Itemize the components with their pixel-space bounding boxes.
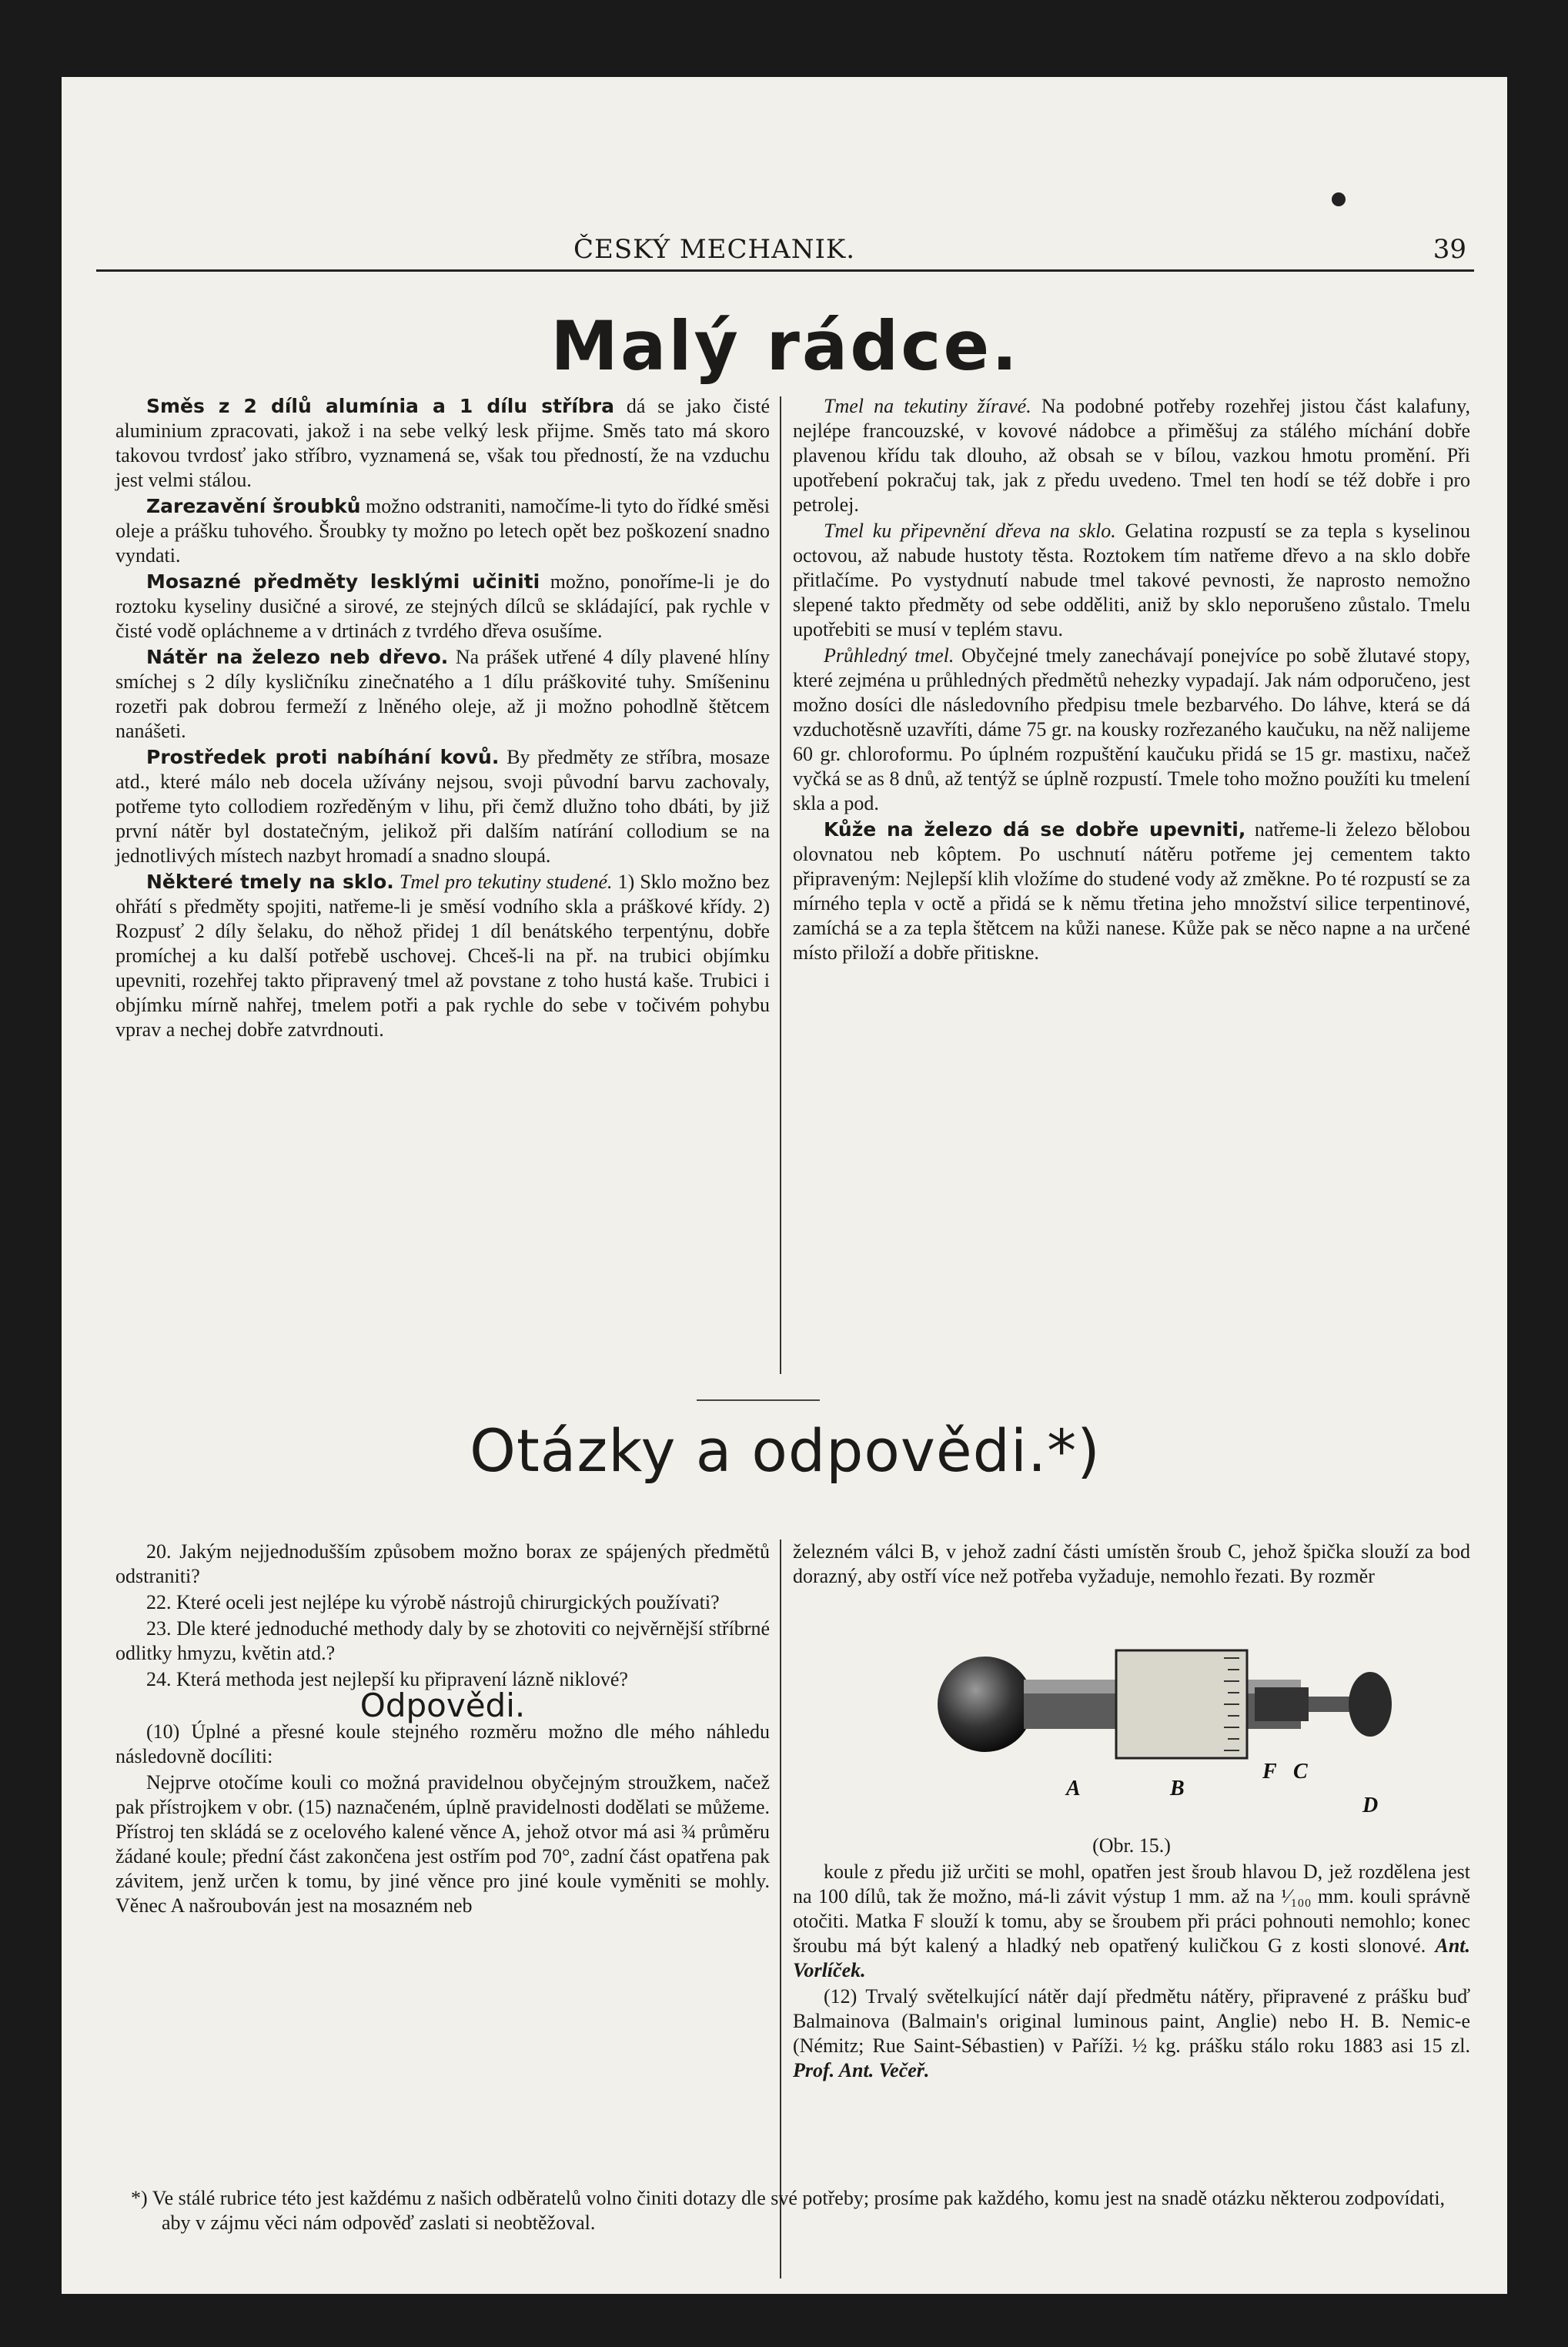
rady-left-paragraph	[115, 394, 770, 493]
rady-left-paragraph	[115, 494, 770, 568]
rady-right-text: natřeme-li železo bělobou olovnatou neb kôptem. Po uschnutí nátěru potřeme jej cementem takto připraveným: Nejlepší klih vložíme do studené vody až změkne. Po té rozpustí se za mírného tepla v octě a přidá se k němu třetina jeho množství silice terpentinové, zamíchá se a za tepla štětcem na kůži nanese. Kůže pak se něco napne a na určené místo přiloží a dobře přitiskne.	[793, 818, 1470, 964]
lock-nut	[1255, 1687, 1309, 1721]
answer-paragraph	[793, 1984, 1470, 2083]
rady-left-text: možno odstraniti, namočíme-li tyto do řídké směsi oleje a prášku tuhového. Šroubky ty možno po letech opět bez poškození snadno vyndati.	[115, 495, 770, 567]
rady-right-heading: Kůže na železo dá se dobře upevniti,	[824, 818, 1246, 841]
fig-label-f: F	[1262, 1760, 1277, 1784]
rady-left-heading: Některé tmely na sklo.	[146, 871, 394, 893]
page	[62, 77, 1507, 2294]
answers-heading: Odpovědi.	[359, 1687, 526, 1724]
rady-right-paragraph	[793, 519, 1470, 642]
fig-label-d: D	[1362, 1794, 1379, 1817]
rady-right-text: Na podobné potřeby rozehřej jistou část kalafuny, nejlépe francouzské, v kovové nádobce a přiměšuj za stálého míchání dobře plavenou křídu tak dlouho, až obsah se v bílou, vazkou hmotu promění. Při upotřebení pokračuj tak, jak z předu uvedeno. Tmel ten hodí se též dobře i pro petrolej.	[793, 395, 1470, 516]
figure-15	[793, 1604, 1470, 1827]
section-separator	[697, 1399, 820, 1401]
rady-left-text: 1) Sklo možno bez ohřátí s předměty spojiti, natřeme-li je směsí vodního skla a práškové křídy. 2) Rozpusť 2 díly šelaku, do něhož přidej 1 díl benátského terpentýnu, dobře promíchej a ku další potřebě uschovej. Chceš-li na př. na trubici objímku upevniti, rozehřej takto připravený tmel až povstane z toho hustá kaše. Trubici i objímku mírně nahřej, tmelem potři a pak rychle do sebe v točivém pohybu vprav a nechej dobře zatvrdnouti.	[115, 871, 771, 1041]
rady-right-text: Obyčejné tmely zanechávají ponejvíce po sobě žlutavé stopy, které zejména u průhledných předmětů nehezky vypadají. Jak nám odporučeno, jest možno dosíci dle následovního předpisu tmele bezbarvého. Do láhve, která se dá vzduchotěsně uzavříti, dáme 75 gr. na kousky rozřezaného kaučuku, na něž nalijeme 60 gr. chloroformu. Po úplném rozpuštění kaučuku přidá se 15 gr. mastixu, načež vyčká se as 8 dnů, až tentýž se úplně rozpustí. Tmele toho možno použíti ku tmelení skla a pod.	[793, 644, 1470, 814]
rady-left-heading: Směs z 2 dílů alumínia a 1 dílu stříbra	[146, 395, 615, 417]
footnote	[115, 2186, 1470, 2235]
fig-label-a: A	[1066, 1777, 1081, 1800]
sphere-workpiece	[938, 1657, 1033, 1752]
rady-left-subheading: Tmel pro tekutiny studené.	[399, 871, 613, 893]
answer-text: (12) Trvalý světelkující nátěr dají předmětu nátěry, připravené z prášku buď Balmainova (Balmain's original luminous paint, Anglie) nebo H. B. Nemic-e (Némitz; Rue Saint-Sébastien) v Paříži. ½ kg. prášku stálo roku 1883 asi 15 zl.	[793, 1985, 1470, 2057]
rady-left-paragraph	[115, 645, 770, 744]
rady-right-text: Gelatina rozpustí se za tepla s kyselinou octovou, až nabude hustoty těsta. Roztokem tím natřeme dřevo a na sklo dobře přitlačíme. Po vystydnutí nabude tmel takové pevnosti, že naprosto nemožno slepené takto předměty od sebe odděliti, aniž by sklo neporušeno zůstalo. Tmelu upotřebiti se musí v teplém stavu.	[793, 520, 1471, 640]
rady-right-paragraph	[793, 817, 1470, 965]
rady-left-heading: Nátěr na železo neb dřevo.	[146, 646, 449, 668]
footnote-text: *) Ve stálé rubrice této jest každému z našich odběratelů volno činiti dotazy dle své potřeby; prosíme pak každého, komu jest na snadě otázku některou zodpovídati, aby v zájmu věci nám odpověď zaslati si neobtěžoval.	[131, 2187, 1446, 2234]
question: 22. Které oceli jest nejlépe ku výrobě nástrojů chirurgických používati?	[146, 1591, 720, 1613]
screw-head-knob	[1349, 1672, 1392, 1737]
section-title-otazky: Otázky a odpovědi.*)	[470, 1416, 1101, 1485]
question: 23. Dle které jednoduché methody daly by se zhotoviti co nejvěrnější stříbrné odlitky hmyzu, květin atd.?	[115, 1617, 770, 1664]
rady-left-paragraph	[115, 870, 770, 1042]
rady-left-paragraph	[115, 570, 770, 644]
rady-right-paragraph	[793, 394, 1470, 517]
rady-left-text: Na prášek utřené 4 díly plavené hlíny smíchej s 2 díly kysličníku zinečnatého a 1 dílu práškovité tuhy. Smíšeninu rozetři pak dobrou fermeží z lněného oleje, až ji možno pohodlně štětcem nanášeti.	[115, 646, 770, 742]
rady-left-heading: Prostředek proti nabíhání kovů.	[146, 746, 500, 768]
lathe-tool-illustration	[793, 1604, 1470, 1827]
rady-left-paragraph	[115, 745, 770, 868]
fig-label-b: B	[1170, 1777, 1185, 1800]
answer-paragraph: Nejprve otočíme kouli co možná pravidelnou obyčejným stroužkem, načež pak přístrojkem v obr. (15) naznačeném, úplně pravidelnosti dodělati se můžeme. Přístroj ten skládá se z ocelového kalené věnce A, jehož otvor má asi ¾ průměru žádané koule; přední část zakončena jest ostřím pod 70°, zadní část opatřena pak závitem, jenž určen k tomu, by jiné věnce pro jiné koule vyměniti se mohly. Věnec A našroubován jest na mosazném neb	[115, 1771, 770, 1917]
rady-left-text: By předměty ze stříbra, mosaze atd., které málo neb docela užívány nejsou, svoji původní barvu zachovaly, potřeme tyto collodiem rozředěným v lihu, při čemž dlužno toho dbáti, by již první nátěr byl dostatečným, jelikož při dalším natírání collodium se na jednotlivých místech nazbyt hromadí a snadno sloupá.	[115, 746, 771, 867]
answer-paragraph: (10) Úplné a přesné koule stejného rozměru možno dle mého náhledu následovně docíliti:	[115, 1720, 770, 1767]
rady-right-subheading: Tmel na tekutiny žíravé.	[824, 395, 1031, 417]
question: 20. Jakým nejjednodušším způsobem možno borax ze spájených předmětů odstraniti?	[115, 1540, 770, 1587]
answer-signature: Ant. Vorlíček.	[793, 1934, 1471, 1981]
column-divider	[780, 396, 781, 1374]
column-right-bottom	[793, 1540, 1470, 2085]
answer-text: koule z předu již určiti se mohl, opatřen jest šroub hlavou D, jež rozdělena jest na 100 dílů, tak že možno, má-li závit výstup 1 mm. až na ¹⁄₁₀₀ mm. kouli správně otočiti. Matka F slouží k tomu, aby se šroubem při práci pohnouti nemohlo; konec šroubu má být kalený a hladký neb opatřený kuličkou G z kosti slonové.	[793, 1861, 1470, 1957]
page-number: 39	[1433, 234, 1466, 265]
screw-shaft	[1309, 1697, 1355, 1712]
journal-title: ČESKÝ MECHANIK.	[573, 234, 856, 265]
rady-left-heading: Mosazné předměty lesklými učiniti	[146, 570, 540, 593]
answer-paragraph	[793, 1860, 1470, 1983]
column-divider-bottom	[780, 1540, 781, 2278]
column-left-bottom	[115, 1540, 770, 1920]
fig-label-c: C	[1293, 1760, 1308, 1784]
rady-left-text: možno, ponoříme-li je do roztoku kyseliny dusičné a sirové, ze stejných dílců se skládající, pak rychle v čisté vodě opláchneme a v drtinách z tvrdého dřeva osušíme.	[115, 570, 770, 642]
column-left-top	[115, 394, 770, 1044]
ink-spot	[1332, 192, 1346, 206]
rady-left-heading: Zarezavění šroubků	[146, 495, 361, 517]
rady-right-subheading: Tmel ku připevnění dřeva na sklo.	[824, 520, 1116, 542]
page-header	[96, 223, 1474, 272]
rady-left-text: dá se jako čisté aluminium zpracovati, jakož i na sebe velký lesk přijme. Směs tato má skoro takovou tvrdosť jako stříbro, vyznamená se, však tou předností, že na vzduchu jest velmi stálou.	[115, 395, 770, 491]
column-right-top	[793, 394, 1470, 967]
rady-right-paragraph	[793, 644, 1470, 816]
figure-caption: (Obr. 15.)	[1092, 1834, 1171, 1857]
rady-right-subheading: Průhledný tmel.	[824, 644, 955, 667]
answer-continuation: železném válci B, v jehož zadní části umístěn šroub C, jehož špička slouží za bod dorazný, aby ostří více než potřeba vyžaduje, nemohlo řezati. By rozměr	[793, 1540, 1470, 1587]
section-title-maly-radce: Malý rádce.	[550, 306, 1020, 386]
question: 24. Která methoda jest nejlepší ku připravení lázně niklové?	[146, 1668, 628, 1690]
answer-signature: Prof. Ant. Večeř.	[793, 2059, 930, 2081]
